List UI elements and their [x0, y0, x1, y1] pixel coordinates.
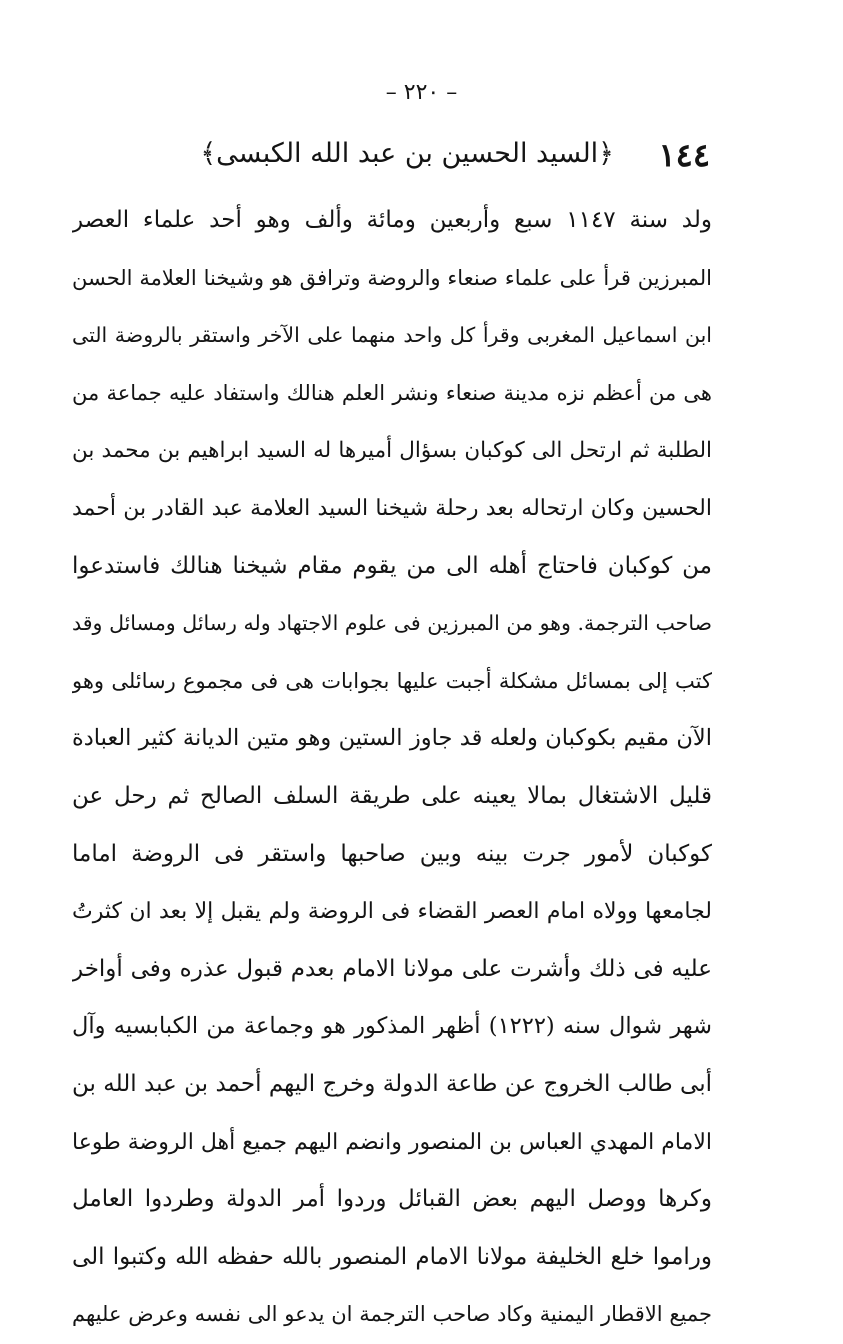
text-line: ابن اسماعيل المغربى وقرأ كل واحد منهما على الآخر واستقر بالروضة التى	[72, 323, 712, 348]
body-text	[72, 192, 712, 1344]
text-line: من كوكبان فاحتاج أهله الى من يقوم مقام شيخنا هنالك فاستدعوا	[72, 552, 712, 579]
text-line: عليه فى ذلك وأشرت على مولانا الامام بعدم قبول عذره وفى أواخر	[72, 955, 712, 982]
text-line: شهر شوال سنه (١٢٢٢) أظهر المذكور هو وجماعة من الكبابسيه وآل	[72, 1013, 712, 1040]
text-line: كتب إلى بمسائل مشكلة أجبت عليها بجوابات هى فى مجموع رسائلى وهو	[72, 668, 712, 693]
text-line: الامام المهدي العباس بن المنصور وانضم اليهم جميع أهل الروضة طوعا	[72, 1129, 712, 1155]
text-line: جميع الاقطار اليمنية وكاد صاحب الترجمة ان يدعو الى نفسه وعرض عليهم	[72, 1302, 712, 1327]
text-line: صاحب الترجمة. وهو من المبرزين فى علوم الاجتهاد وله رسائل ومسائل وقد	[72, 611, 712, 636]
text-line: قليل الاشتغال بمالا يعينه على طريقة السلف الصالح ثم رحل عن	[72, 782, 712, 809]
entry-title: ﴿السيد الحسين بن عبد الله الكبسى﴾	[200, 138, 614, 169]
text-line: الحسين وكان ارتحاله بعد رحلة شيخنا السيد العلامة عبد القادر بن أحمد	[72, 495, 712, 521]
text-line: المبرزين قرأ على علماء صنعاء والروضة وترافق هو وشيخنا العلامة الحسن	[72, 265, 712, 290]
text-line: أبى طالب الخروج عن طاعة الدولة وخرج اليهم أحمد بن عبد الله بن	[72, 1070, 712, 1097]
entry-heading	[70, 132, 710, 184]
text-line: لجامعها وولاه امام العصر القضاء فى الروضة ولم يقبل إلا بعد ان كثرتُ	[72, 899, 712, 925]
text-line: الطلبة ثم ارتحل الى كوكبان بسؤال أميرها له السيد ابراهيم بن محمد بن	[72, 438, 712, 464]
entry-number: ١٤٤	[658, 136, 710, 174]
text-line: هى من أعظم نزه مدينة صنعاء ونشر العلم هنالك واستفاد عليه جماعة من	[72, 380, 712, 405]
text-line: وراموا خلع الخليفة مولانا الامام المنصور بالله حفظه الله وكتبوا الى	[72, 1243, 712, 1270]
text-line: وكرها ووصل اليهم بعض القبائل وردوا أمر الدولة وطردوا العامل	[72, 1186, 712, 1213]
text-line: الآن مقيم بكوكبان ولعله قد جاوز الستين وهو متين الديانة كثير العبادة	[72, 725, 712, 752]
page-number: – ٢٢٠ –	[385, 80, 458, 105]
text-line: كوكبان لأمور جرت بينه وبين صاحبها واستقر فى الروضة اماما	[72, 840, 712, 867]
text-line: ولد سنة ١١٤٧ سبع وأربعين ومائة وألف وهو أحد علماء العصر	[72, 207, 712, 233]
